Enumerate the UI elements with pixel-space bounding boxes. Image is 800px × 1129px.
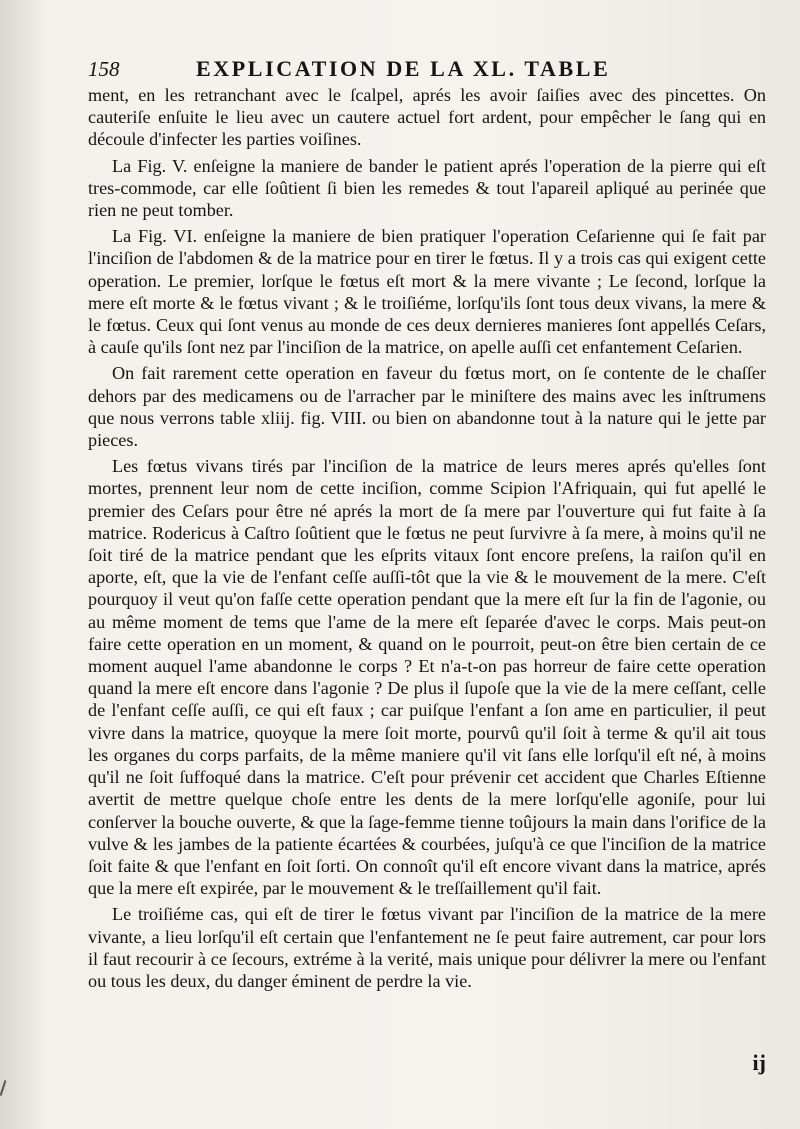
paragraph-fig-vi: La Fig. VI. enſeigne la maniere de bien pratiquer l'operation Ceſarienne qui ſe fait par l'inciſion de l'abdomen & de la matrice pour en tirer le fœtus. Il y a trois cas qui exigent cette operation. Le premier, lorſque le fœtus eſt mort & la mere vivante ; Le ſecond, lorſque la mere eſt morte & le fœtus vivant ; & le troiſiéme, lorſqu'ils ſont tous deux vivans, la mere & le fœtus. Ceux qui ſont venus au monde de ces deux dernieres manieres ſont appellés Ceſars, à cauſe qu'ils ſont nez par l'inciſion de la matrice, on apelle auſſi cet enfantement Ceſarien.	[88, 226, 766, 358]
paragraph-fig-v: La Fig. V. enſeigne la maniere de bander le patient aprés l'operation de la pierre qui eſt tres-commode, car elle ſoûtient ſi bien les remedes & tout l'apareil apliqué au perinée que rien ne peut tomber.	[88, 155, 766, 221]
page-number: 158	[88, 57, 120, 81]
signature-mark: ij	[752, 1050, 766, 1075]
page-header	[88, 56, 678, 82]
paragraph-third-case: Le troiſiéme cas, qui eſt de tirer le fœtus vivant par l'inciſion de la matrice de la mere vivante, a lieu lorſqu'il eſt certain que l'enfantement ne ſe peut faire autrement, car pour lors il faut recourir à ce ſecours, extréme à la verité, mais unique pour délivrer la mere ou l'enfant ou tous les deux, du danger éminent de perdre la vie.	[88, 904, 766, 991]
body-text	[88, 84, 766, 996]
page-edge-mark	[0, 1080, 6, 1096]
running-title: EXPLICATION DE LA XL. TABLE	[196, 56, 611, 81]
paragraph-continuation: ment, en les retranchant avec le ſcalpel, aprés les avoir ſaiſies avec des pincettes. On cauteriſe enſuite le lieu avec un cautere actuel fort ardent, pour empêcher le ſang qui en découle d'infecter les parties voiſines.	[88, 85, 766, 150]
paragraph-living-fetus: Les fœtus vivans tirés par l'inciſion de la matrice de leurs meres aprés qu'elles ſont mortes, prennent leur nom de cette inciſion, comme Scipion l'Afriquain, qui fut apellé le premier des Ceſars pour être né aprés la mort de ſa mere par l'ouverture qui fut faite à ſa matrice. Rodericus à Caſtro ſoûtient que le fœtus ne peut ſurvivre à ſa mere, à moins qu'il ne ſoit tiré de la matrice pendant que les eſprits vitaux ſont encore preſens, la raiſon qu'il en aporte, eſt, que la vie de l'enfant ceſſe auſſi-tôt que la vie & le mouvement de la mere. C'eſt pourquoy il veut qu'on faſſe cette operation pendant que la mere eſt ſur la fin de l'agonie, ou au même moment de tems que l'ame de la mere eſt ſeparée d'avec le corps. Mais peut-on faire cette operation en un moment, & quand on le pourroit, peut-on être bien certain de ce moment auquel l'ame abandonne le corps ? Et n'a-t-on pas horreur de faire cette operation quand la mere eſt encore dans l'agonie ? De plus il ſupoſe que la vie de la mere ceſſant, celle de l'enfant ceſſe auſſi, ce qui eſt faux ; car puiſque l'enfant a ſon ame en particulier, il peut vivre dans la matrice, quoyque la mere ſoit morte, pourvû qu'il ſoit à terme & qu'il ait tous les organes du corps parfaits, de la même maniere qu'il vit ſans elle lorſqu'il eſt né, à moins qu'il ne ſoit ſuffoqué dans la matrice. C'eſt pour prévenir cet accident que Charles Eſtienne avertit de mettre quelque choſe entre les dents de la mere lorſqu'elle agoniſe, pour lui conſerver la bouche ouverte, & que la ſage-femme tienne toûjours la main dans l'orifice de la vulve & les jambes de la patiente écartées & courbées, juſqu'à ce que l'inciſion de la matrice ſoit faite & que l'enfant en ſoit ſorti. On connoît qu'il eſt encore vivant dans la matrice, aprés que la mere eſt expirée, par le mouvement & le treſſaillement qu'il fait.	[88, 456, 766, 899]
paragraph-dead-fetus: On fait rarement cette operation en faveur du fœtus mort, on ſe contente de le chaſſer dehors par des medicamens ou de l'arracher par le miniſtere des mains avec les inſtrumens que nous verrons table xliij. fig. VIII. ou bien on abandonne tout à la nature qui le jette par pieces.	[88, 363, 766, 451]
